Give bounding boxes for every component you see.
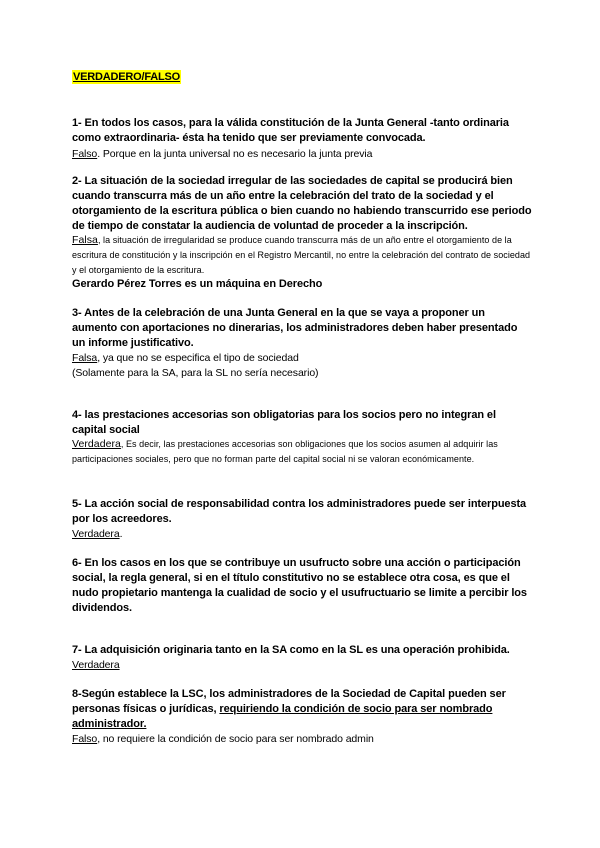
verdict-3: Falsa [72,352,98,364]
question-4: 4- las prestaciones accesorias son obligatorias para los socios pero no integran el capital social [72,409,496,436]
verdict-1: Falso [72,148,98,160]
question-6: 6- En los casos en los que se contribuye un usufructo sobre una acción o participación social, la regla general, si en el título constitutivo no se establece otra cosa, es que el nudo propietario mantenga la cualidad de socio y el usufructuario se limite a percibir los dividendos. [72,557,527,614]
verdict-4: Verdadera [72,438,121,450]
answer-5 [72,527,532,541]
answer-3 [72,351,532,365]
explanation-2: , la situación de irregularidad se produce cuando transcurra más de un año entre el otorgamiento de la escritura de constitución y la inscripción en el Registro Mercantil, no entre la celebración del contrato de sociedad y el otorgamiento de la escritura. [72,235,531,275]
explanation-1: . Porque en la junta universal no es necesario la junta previa [97,148,373,160]
extra-3: (Solamente para la SA, para la SL no sería necesario) [72,367,319,379]
verdict-5: Verdadera [72,528,120,540]
question-8 [72,687,532,732]
question-2: 2- La situación de la sociedad irregular de las sociedades de capital se producirá bien cuando transcurra más de un año entre la celebración del trato de la sociedad y el otorgamiento de la escritura pública o bien cuando no habiendo transcurrido ese periodo de tiempo de constatar la audiencia de voluntad de proceder a la inscripción. [72,175,532,232]
explanation-5: . [119,528,123,540]
question-8-text: 8-Según establece la LSC, los administradores de la Sociedad de Capital pueden ser personas físicas o jurídicas, [72,688,506,715]
note-2: Gerardo Pérez Torres es un máquina en Derecho [72,278,323,290]
answer-8 [72,732,532,746]
verdict-8: Falso [72,733,98,745]
answer-7 [72,658,532,672]
explanation-4: , Es decir, las prestaciones accesorias son obligaciones que los socios asumen al adquirir las participaciones sociales, pero que no forman parte del capital social ni se valoran económicamente. [72,439,498,464]
verdict-7: Verdadera [72,659,120,671]
verdict-2: Falsa [72,234,98,246]
answer-1 [72,147,532,161]
question-7: 7- La adquisición originaria tanto en la SA como en la SL es una operación prohibida. [72,644,510,656]
question-8-underlined: requiriendo la condición de socio para ser nombrado administrador. [72,703,493,730]
question-5: 5- La acción social de responsabilidad contra los administradores puede ser interpuesta por los acreedores. [72,498,527,525]
question-1: 1- En todos los casos, para la válida constitución de la Junta General -tanto ordinaria como extraordinaria- ésta ha tenido que ser previamente convocada. [72,117,509,144]
question-3: 3- Antes de la celebración de una Junta General en la que se vaya a proponer un aumento con aportaciones no dinerarias, los administradores deben haber presentado un informe justificativo. [72,307,518,349]
answer-2 [72,233,532,278]
explanation-8: , no requiere la condición de socio para ser nombrado admin [97,733,374,745]
answer-4 [72,437,532,467]
page-title: VERDADERO/FALSO [73,71,181,83]
explanation-3: , ya que no se especifica el tipo de sociedad [97,352,299,364]
